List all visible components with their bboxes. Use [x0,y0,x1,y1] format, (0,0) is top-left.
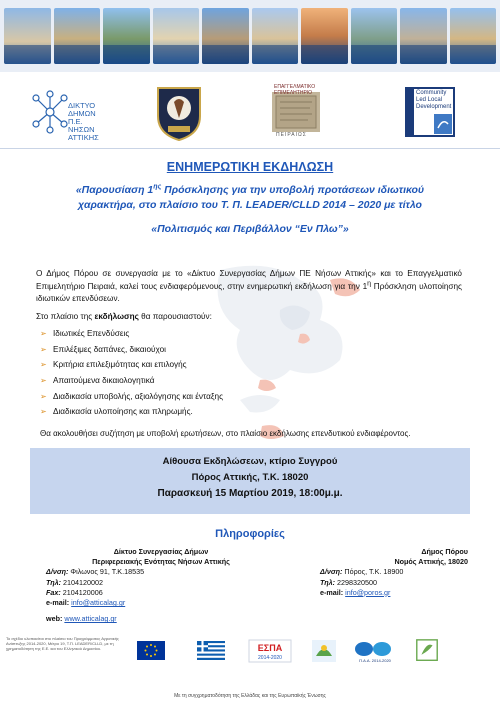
crest-icon [154,82,204,142]
bullet-arrow-icon: ➢ [40,360,47,370]
info-network-contact [46,547,276,624]
municipality-crest-logo [154,82,204,142]
photo-town-4 [153,8,200,64]
pagr-logo-caption: Π.Α.Α. 2014-2020 [359,658,391,663]
photo-island-3 [103,8,150,64]
leader-logo-icon [414,638,440,664]
espa-logo-title: ΕΣΠΑ [257,643,283,653]
list-item [40,404,223,420]
fisheries-logo-icon [352,638,398,664]
list-item [40,373,223,389]
phone-value: 2104120002 [63,577,104,587]
bullet-arrow-icon: ➢ [40,391,47,401]
partner-logos [0,80,500,144]
espa-logo-years: 2014-2020 [258,655,282,661]
network-logo [30,88,110,140]
intro-text-b: Πρόσκληση υλοποίησης ιδιωτικών επενδύσεων. [36,281,462,303]
municipality-phone-row [320,578,470,588]
chamber-logo-bottom-text: ΠΕΙΡΑΙΩΣ [276,132,307,138]
address-key: Δ/νση: [320,567,343,577]
address-key: Δ/νση: [46,567,69,577]
network-email-row [46,598,276,608]
bullet-arrow-icon: ➢ [40,344,47,354]
funding-note: Το σχέδιο υλοποιείται στο πλαίσιο του Προγράμματος Αγροτικής Ανάπτυξης 2014-2020, Μέτρο 19, Τ.Π. LEADER/CLLD, με τη χρηματοδότηση της Ε.Ε. και του Ελληνικού Δημοσίου. [6,636,119,651]
address-value: Φιλωνος 91, Τ.Κ.18535 [70,567,145,577]
list-item-label: Ιδιωτικές Επενδύσεις [53,329,130,339]
greek-flag-icon [196,638,226,664]
chamber-logo-top-text: ΕΠΑΓΓΕΛΜΑΤΙΚΟ ΕΠΙΜΕΛΗΤΗΡΙΟ [274,84,316,96]
municipality-address-row [320,567,470,577]
list-item-label: Επιλέξιμες δαπάνες, δικαιούχοι [53,344,166,354]
photo-town-6 [252,8,299,64]
photo-sunset-7 [301,8,348,64]
phone-value: 2298320500 [337,577,378,587]
eu-flag-icon [136,638,166,664]
network-logo-text: ΔΙΚΤΥΟ ΔΗΜΩΝ Π.Ε. ΝΗΣΩΝ ΑΤΤΙΚΗΣ [68,101,99,142]
municipality-email-row [320,588,470,598]
clld-logo-text: Community Led Local Development [416,90,452,110]
list-item-label: Απαιτούμενα δικαιολογητικά [53,376,155,386]
photo-harbor-9 [400,8,447,64]
list-item [40,342,223,358]
network-fax-row [46,588,276,598]
network-web-row [46,614,276,624]
photo-harbor-1 [4,8,51,64]
subtitle-sup: ης [153,183,162,191]
network-org-region: Περιφερειακής Ενότητας Νήσων Αττικής [92,557,230,567]
co-funding-caption: Με τη συγχρηματοδότηση της Ελλάδας και της Ευρωπαϊκής Ένωσης [174,693,326,699]
info-heading: Πληροφορίες [215,528,285,540]
subtitle-part-1: «Παρουσίαση 1 [75,184,154,196]
info-municipality-contact [320,547,470,598]
photo-banner [0,0,500,72]
agenda-intro-bold: εκδήλωσης [94,312,139,321]
photo-strip [4,8,496,64]
program-logo-icon [310,638,338,664]
network-nodes-icon [30,88,70,134]
phone-key: Τηλ: [320,577,336,587]
intro-sup: η [367,279,372,287]
municipality-email-link[interactable]: info@poros.gr [345,587,391,597]
subtitle-part-2: Πρόσκλησης για την υποβολή προτάσεων ιδιωτικού [161,184,425,196]
email-key: e-mail: [320,587,344,597]
chamber-logo [270,82,322,140]
photo-harbor-5 [202,8,249,64]
intro-text-a: Ο Δήμος Πόρου σε συνεργασία με το «Δίκτυο Συνεργασίας Δήμων ΠΕ Νήσων Αττικής» και το Επαγγελματικό Επιμελητήριο Πειραιά, καλεί τους ενδιαφερόμενους, στην ενημερωτική εκδήλωση για την 1 [36,269,462,291]
list-item [40,388,223,404]
subtitle-line-2: χαρακτήρα, στο πλαίσιο του Τ. Π. LEADER/CLLD 2014 – 2020 με τίτλο [78,199,422,211]
event-title: ΕΝΗΜΕΡΩΤΙΚΗ ΕΚΔΗΛΩΣΗ [166,160,334,174]
agenda-list [40,326,223,420]
web-key: web: [46,614,63,624]
list-item [40,326,223,342]
venue-box [30,448,470,514]
list-item [40,357,223,373]
agenda-intro-a: Στο πλαίσιο της [36,312,95,321]
network-address-row [46,567,276,577]
intro-paragraph [36,268,462,306]
address-value: Πόρος, Τ.Κ. 18900 [344,567,404,577]
venue-datetime: Παρασκευή 15 Μαρτίου 2019, 18:00μ.μ. [157,488,343,499]
venue-hall: Αίθουσα Εκδηλώσεων, κτίριο Συγγρού [162,456,338,467]
agenda-intro-b: θα παρουσιαστούν: [138,312,212,321]
event-subtitle [20,183,480,213]
fax-key: Fax: [46,587,61,597]
clld-logo [402,84,458,140]
network-website-link[interactable]: www.atticalag.gr [64,614,117,624]
network-phone-row [46,578,276,588]
phone-key: Τηλ: [46,577,62,587]
network-email-link[interactable]: info@atticalag.gr [71,598,126,608]
bullet-arrow-icon: ➢ [40,376,47,386]
list-item-label: Διαδικασία υλοποίησης και πληρωμής. [53,407,193,417]
fax-value: 2104120006 [62,587,103,597]
list-item-label: Διαδικασία υποβολής, αξιολόγησης και ένταξης [53,391,224,401]
agenda-intro [36,312,212,321]
photo-coast-8 [351,8,398,64]
bullet-arrow-icon: ➢ [40,407,47,417]
espa-logo-icon [248,638,292,664]
photo-harbor-10 [450,8,497,64]
header-divider [0,148,500,149]
municipality-region: Νομός Αττικής, 18020 [394,557,468,567]
venue-address: Πόρος Αττικής, Τ.Κ. 18020 [191,472,309,483]
network-org-name: Δίκτυο Συνεργασίας Δήμων [113,547,209,556]
photo-harbor-2 [54,8,101,64]
program-title: «Πολιτισμός και Περιβάλλον “Εν Πλω”» [151,223,349,235]
bullet-arrow-icon: ➢ [40,329,47,339]
list-item-label: Κριτήρια επιλεξιμότητας και επιλογής [53,360,187,370]
municipality-name: Δήμος Πόρου [421,547,468,556]
email-key: e-mail: [46,598,70,608]
discussion-note: Θα ακολουθήσει συζήτηση με υποβολή ερωτήσεων, στο πλαίσιο εκδήλωσης επενδυτικού ενδιαφέροντος. [40,429,411,438]
